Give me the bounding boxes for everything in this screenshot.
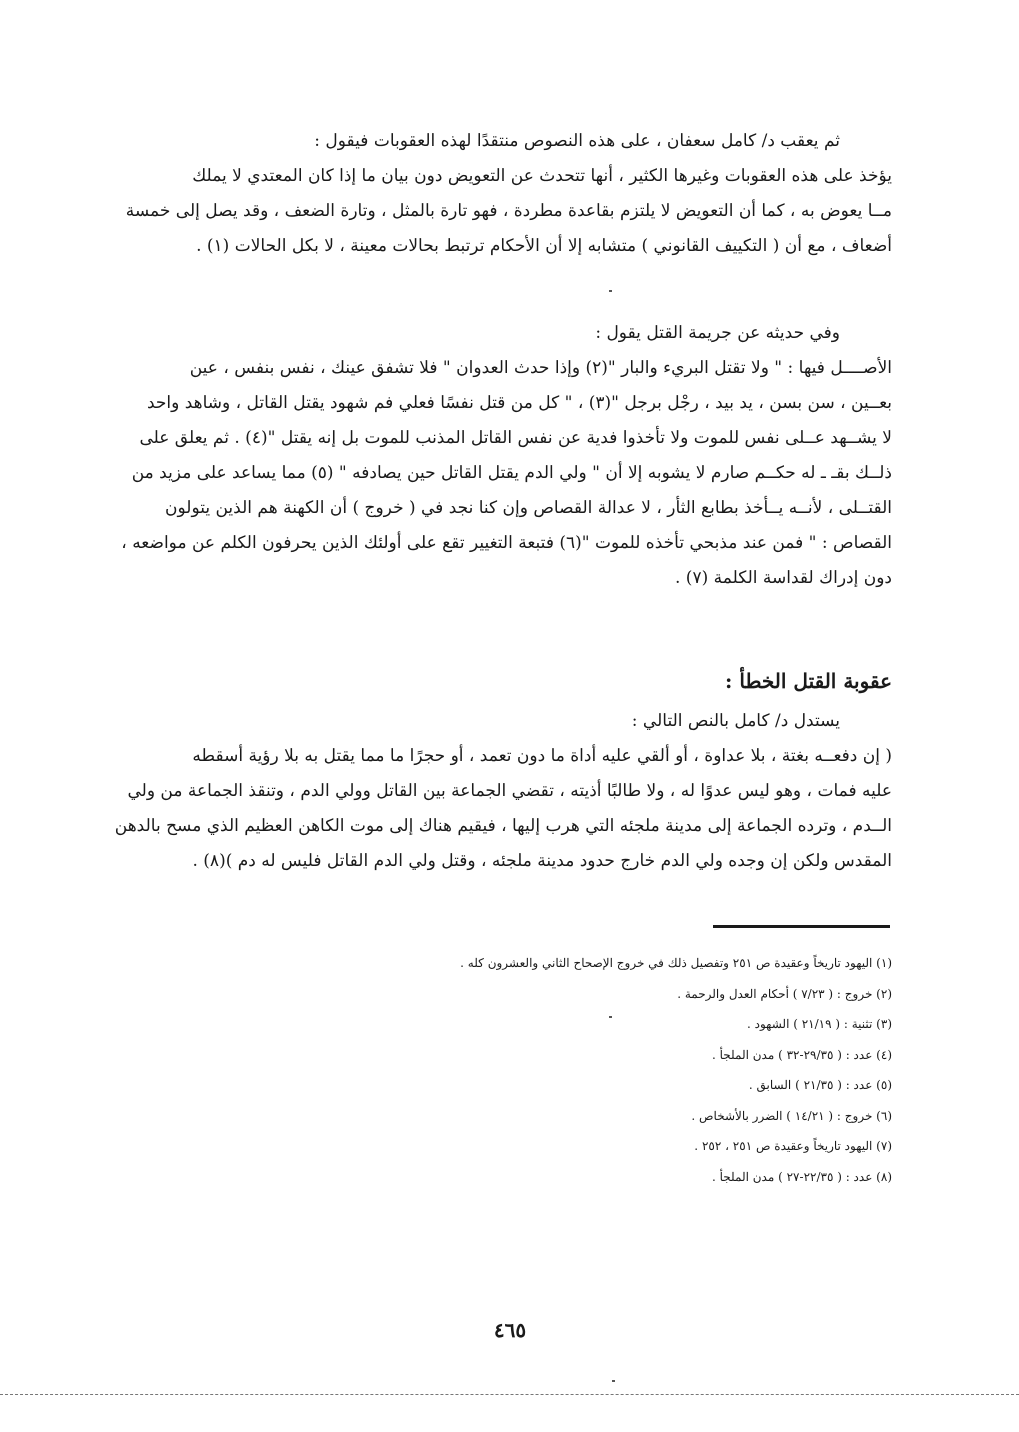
scan-bottom-edge <box>0 1394 1019 1395</box>
page-number: ٤٦٥ <box>493 1318 527 1342</box>
paragraph-line: القتــلى ، لأنــه يــأخذ بطابع الثأر ، لا عدالة القصاص وإن كنا نجد في ( خروج ) أن الكهنة هم الذين يتولون <box>165 498 892 518</box>
paragraph-line: الأصــــل فيها : " ولا تقتل البريء والبار "(٢) وإذا حدث العدوان " فلا تشفق عينك ، نفس بنفس ، عين <box>189 358 892 378</box>
scan-speck <box>612 1380 615 1382</box>
paragraph-line: ثم يعقب د/ كامل سعفان ، على هذه النصوص منتقدًا لهذه العقوبات فيقول : <box>314 131 840 151</box>
scan-speck <box>609 290 612 292</box>
paragraph-line: ( إن دفعــه بغتة ، بلا عداوة ، أو ألقي عليه أداة ما دون تعمد ، أو حجرًا ما مما يقتل به بلا رؤية أسقطه <box>192 746 892 766</box>
paragraph-line: أضعاف ، مع أن ( التكييف القانوني ) متشابه إلا أن الأحكام ترتبط بحالات معينة ، لا بكل الحالات (١) . <box>196 236 892 256</box>
paragraph-line: بعــين ، سن بسن ، يد بيد ، رجْل برجل "(٣) ، " كل من قتل نفسًا فعلي فم شهود يقتل القاتل ، وشاهد واحد <box>146 393 892 413</box>
paragraph-3 <box>106 704 892 879</box>
scan-speck <box>609 1016 612 1018</box>
paragraph-1 <box>106 124 892 264</box>
paragraph-line: عليه فمات ، وهو ليس عدوًا له ، ولا طالبًا أذيته ، تقضي الجماعة بين القاتل وولي الدم ، وتنقذ الجماعة من ولي <box>127 781 892 801</box>
paragraph-line: يؤخذ على هذه العقوبات وغيرها الكثير ، أنها تتحدث عن التعويض دون بيان ما إذا كان المعتدي لا يملك <box>192 166 892 186</box>
paragraph-line: يستدل د/ كامل بالنص التالي : <box>631 711 840 731</box>
footnote-item: (٨) عدد : ( ٢٢/٣٥-٢٧ ) مدن الملجأ . <box>712 1169 892 1184</box>
paragraph-line: لا يشــهد عــلى نفس للموت ولا تأخذوا فدية عن نفس القاتل المذنب للموت بل إنه يقتل "(٤) . ثم يعلق على <box>139 428 892 448</box>
footnote-item: (٤) عدد : ( ٢٩/٣٥-٣٢ ) مدن الملجأ . <box>712 1047 892 1062</box>
paragraph-line: القصاص : " فمن عند مذبحي تأخذه للموت "(٦) فتبعة التغيير تقع على أولئك الذين يحرفون الكلم عن مواضعه ، <box>121 533 892 553</box>
footnote-item: (٢) خروج : ( ٧/٢٣ ) أحكام العدل والرحمة . <box>677 986 892 1001</box>
paragraph-line: مــا يعوض به ، كما أن التعويض لا يلتزم بقاعدة مطردة ، فهو تارة بالمثل ، وتارة الضعف ، وقد يصل إلى خمسة <box>125 201 892 221</box>
paragraph-line: دون إدراك لقداسة الكلمة (٧) . <box>675 568 892 588</box>
footnote-item: (١) اليهود تاريخاً وعقيدة ص ٢٥١ وتفصيل ذلك في خروج الإصحاح الثاني والعشرون كله . <box>460 956 892 970</box>
footnote-item: (٧) اليهود تاريخاً وعقيدة ص ٢٥١ ، ٢٥٢ . <box>694 1139 892 1153</box>
paragraph-line: الــدم ، وترده الجماعة إلى مدينة ملجئه التي هرب إليها ، فيقيم هناك إلى موت الكاهن العظيم الذي مسح بالدهن <box>114 816 892 836</box>
section-heading: عقوبة القتل الخطأ : <box>725 669 892 693</box>
paragraph-line: وفي حديثه عن جريمة القتل يقول : <box>595 323 840 343</box>
footnote-item: (٥) عدد : ( ٢١/٣٥ ) السابق . <box>748 1078 892 1092</box>
footnotes-list <box>106 948 892 1192</box>
paragraph-line: ذلــك بقـ ـ له حكــم صارم لا يشوبه إلا أن " ولي الدم يقتل القاتل حين يصادفه " (٥) مما يساعد على مزيد من <box>131 463 892 483</box>
footnote-item: (٣) تثنية : ( ٢١/١٩ ) الشهود . <box>747 1017 892 1031</box>
footnote-item: (٦) خروج : ( ١٤/٢١ ) الضرر بالأشخاص . <box>691 1108 892 1123</box>
paragraph-2 <box>106 316 892 596</box>
paragraph-line: المقدس ولكن إن وجده ولي الدم خارج حدود مدينة ملجئه ، وقتل ولي الدم القاتل فليس له دم )(٨) . <box>192 851 892 871</box>
footnote-separator <box>713 925 890 928</box>
